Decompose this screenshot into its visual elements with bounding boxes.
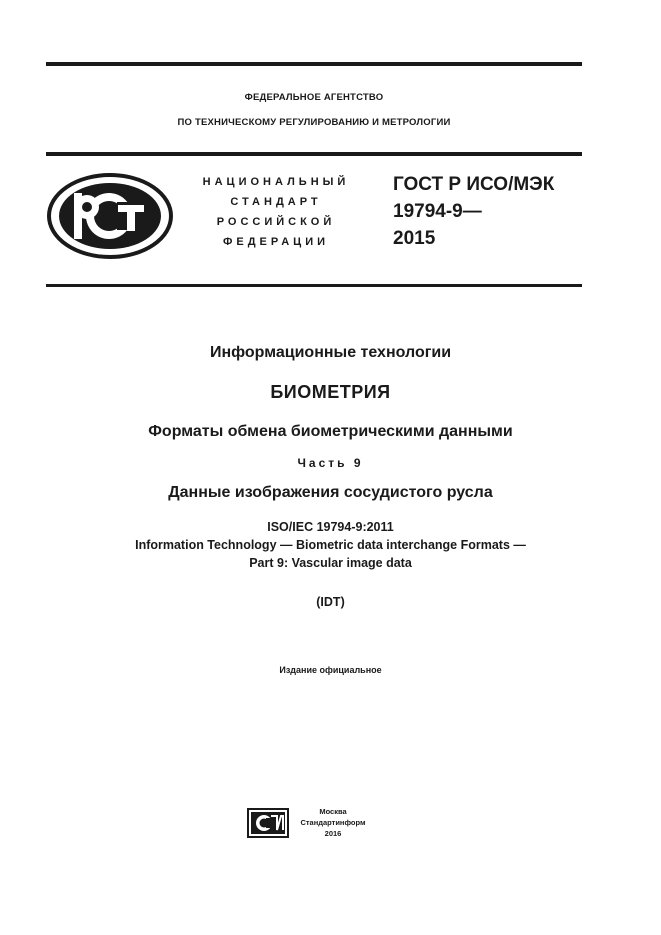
publisher-city: Москва (319, 807, 347, 816)
main-title: БИОМЕТРИЯ (270, 382, 391, 402)
part-title: Данные изображения сосудистого русла (168, 484, 493, 501)
national-line: НАЦИОНАЛЬНЫЙ (202, 176, 350, 188)
designation-line: ГОСТ Р ИСО/МЭК (393, 174, 555, 195)
publisher-name: Стандартинформ (300, 818, 366, 827)
designation-line: 19794-9— (393, 201, 482, 222)
gost-r-logo-icon (46, 172, 174, 260)
equivalence-mark: (IDT) (316, 595, 345, 609)
standartinform-logo-icon (247, 808, 289, 838)
standard-designation (393, 171, 554, 252)
national-line: ФЕДЕРАЦИИ (222, 236, 330, 248)
general-title: Информационные технологии (209, 344, 452, 361)
designation-line: 2015 (393, 228, 436, 249)
edition-label: Издание официальное (279, 665, 382, 675)
english-title-line2: Part 9: Vascular image data (249, 556, 412, 570)
agency-name-line2: ПО ТЕХНИЧЕСКОМУ РЕГУЛИРОВАНИЮ И МЕТРОЛОГИИ (177, 117, 451, 128)
publisher-year: 2016 (324, 829, 342, 838)
english-title-line1: Information Technology — Biometric data interchange Formats — (135, 538, 526, 552)
national-standard-label (196, 172, 356, 252)
publisher-info (293, 806, 373, 839)
national-line: СТАНДАРТ (230, 196, 322, 208)
part-number: Часть 9 (297, 456, 364, 470)
agency-name-line1: ФЕДЕРАЛЬНОЕ АГЕНТСТВО (244, 92, 384, 103)
top-divider (46, 62, 582, 66)
bottom-divider (46, 284, 582, 287)
iso-reference: ISO/IEC 19794-9:2011 (267, 520, 394, 534)
subtitle: Форматы обмена биометрическими данными (148, 423, 513, 440)
national-line: РОССИЙСКОЙ (216, 216, 336, 228)
middle-divider (46, 152, 582, 156)
